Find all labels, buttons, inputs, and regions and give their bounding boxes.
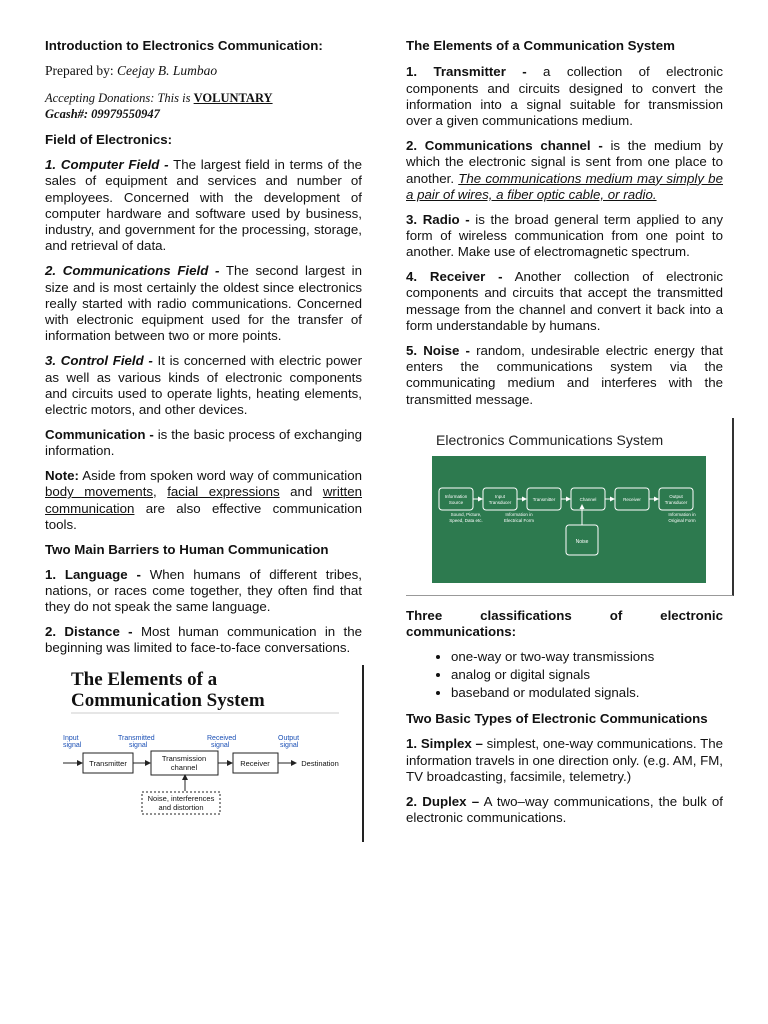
control-field-paragraph (45, 353, 362, 418)
list-item: • one-way or two-way transmissions (451, 649, 723, 665)
transmitter-label: Transmitter (89, 759, 127, 768)
noise-label: Noise, interferences (147, 794, 215, 803)
note-text: Aside from spoken word way of communication (78, 468, 362, 484)
classifications-list (406, 649, 723, 702)
electronics-system-figure (406, 418, 734, 596)
receiver-label: Receiver (240, 759, 270, 768)
system-block-label: Transducer (488, 499, 512, 505)
author-name: Ceejay B. Lumbao (116, 63, 218, 79)
channel-paragraph (406, 138, 723, 203)
destination-label: Destination (301, 759, 339, 768)
radio-term: 3. Radio - (406, 211, 470, 227)
note-written-communication: written communication (45, 484, 362, 516)
distance-paragraph (45, 624, 362, 657)
distance-text: Most human communication in the beginning was limited to face-to-face conversations. (45, 623, 362, 656)
note-paragraph (45, 468, 362, 533)
simplex-paragraph (406, 736, 723, 785)
channel-label: Transmission (161, 754, 207, 763)
electrical-note: Information in (505, 511, 533, 517)
receiver-term: 4. Receiver - (406, 269, 503, 285)
receiver-paragraph (406, 269, 723, 334)
system-block-label: Receiver (623, 496, 641, 502)
right-column (406, 38, 723, 835)
note-facial-expressions: facial expressions (167, 484, 280, 500)
simplex-term: 1. Simplex – (406, 736, 483, 752)
diagram-title-line2: Communication System (71, 690, 265, 711)
channel-term: 2. Communications channel - (406, 137, 603, 153)
input-signal-label: Input (63, 735, 79, 742)
system-block-label: Transmitter (532, 496, 556, 502)
transmitted-signal-label: signal (129, 742, 148, 749)
language-paragraph (45, 567, 362, 616)
elements-diagram (43, 665, 362, 842)
receiver-text: Another collection of electronic components and circuits that accept the transmitted message from the channel and convert it back into a form understandable by humans. (406, 269, 724, 333)
system-diagram-title: Electronics Communications System (436, 431, 664, 448)
prepared-by (45, 63, 362, 79)
electronics-system-diagram (406, 418, 732, 595)
transmitter-paragraph (406, 64, 723, 129)
noise-paragraph (406, 343, 723, 408)
transmitter-term: 1. Transmitter - (406, 64, 527, 80)
communication-paragraph (45, 427, 362, 460)
channel-medium-note: The communications medium may simply be a pair of wires, a fiber optic cable, or radio. (406, 170, 723, 202)
source-note: Sound, Picture, (450, 511, 482, 517)
types-heading: Two Basic Types of Electronic Communications (406, 711, 708, 727)
language-term: 1. Language - (45, 566, 141, 582)
radio-paragraph (406, 212, 723, 261)
language-text: When humans of different tribes, nations, or races come together, they often find that they do not speak the same language. (45, 566, 363, 615)
communication-text: is the basic process of exchanging information. (45, 426, 362, 459)
noise-text: random, undesirable electric energy that enters the communications system via the communicating medium and interferes with the transmitted message. (406, 342, 723, 407)
original-form-note: Information in (668, 511, 696, 517)
electrical-note: Electrical Form (503, 517, 535, 523)
left-column (45, 38, 362, 842)
prepared-label: Prepared by: (45, 63, 117, 79)
elements-heading: The Elements of a Communication System (406, 38, 675, 53)
note-text: and (279, 484, 323, 500)
received-signal-label: signal (211, 742, 230, 749)
diagram-title-line1: The Elements of a (71, 669, 218, 690)
system-block-label: Input (494, 493, 506, 499)
received-signal-label: Received (207, 735, 237, 742)
barriers-heading: Two Main Barriers to Human Communication (45, 541, 329, 557)
transmitter-text: a collection of electronic components and circuits designed to convert the information into a signal suitable for transmission over a given communications medium. (406, 64, 723, 129)
simplex-text: simplest, one-way communications. The information travels in one direction only. (e.g. AM, FM, TV broadcasting, facsimile, telemetry.) (406, 736, 723, 784)
system-block-label: Output (669, 493, 683, 499)
transmitted-signal-label: Transmitted (118, 735, 155, 742)
donation-note (45, 90, 362, 106)
duplex-paragraph (406, 794, 723, 827)
control-field-text: It is concerned with electric power as well as various kinds of electronic components and circuits used to operate lights, heating elements, electric motors, and other devices. (45, 353, 362, 418)
radio-text: is the broad general term applied to any form of wireless communication from one point to another. Make use of electromagnetic spectrum. (406, 211, 723, 260)
channel-text: is the medium by which the electronic signal is sent from one place to another. (406, 137, 723, 186)
duplex-text: A two–way communications, the bulk of electronic communications. (406, 793, 723, 825)
channel-label: channel (170, 763, 198, 772)
system-block-label: Transducer (664, 499, 688, 505)
field-heading: Field of Electronics: (45, 132, 173, 148)
computer-field-text: The largest field in terms of the sales of equipment and services and number of employees. Concerned with the development of computer hardware and software used by business, industry, and government for the processing, storage, and retrieval of data. (45, 156, 362, 254)
system-block-label: Source (448, 499, 464, 505)
system-block-label: Information (444, 493, 468, 499)
communications-field-term: 2. Communications Field - (45, 263, 220, 279)
classifications-heading: Three classifications of electronic communications: (406, 607, 723, 640)
gcash-number: Gcash#: 09979550947 (45, 106, 160, 121)
noise-term: 5. Noise - (406, 342, 470, 358)
input-signal-label: signal (63, 742, 82, 749)
system-block-label: Channel (579, 496, 597, 502)
note-text: , (153, 484, 168, 500)
duplex-term: 2. Duplex – (406, 793, 480, 809)
distance-term: 2. Distance - (45, 623, 133, 639)
donation-voluntary: VOLUNTARY (193, 90, 273, 105)
note-text: are also effective communication tools. (45, 500, 362, 532)
list-item: • analog or digital signals (451, 667, 723, 683)
output-signal-label: Output (278, 735, 300, 742)
control-field-term: 3. Control Field - (45, 353, 153, 369)
list-item: • baseband or modulated signals. (451, 685, 723, 701)
original-form-note: Original Form (668, 517, 696, 523)
noise-block-label: Noise (575, 538, 589, 545)
output-signal-label: signal (280, 742, 299, 749)
computer-field-term: 1. Computer Field - (45, 156, 169, 172)
communications-field-text: The second largest in size and is most certainly the oldest since electronics really started with radio communications. Concerned with electronic equipment used for the transfer of information between two or more points. (45, 263, 362, 344)
source-note: Speed, Data etc. (449, 517, 483, 523)
document-title: Introduction to Electronics Communication: (45, 38, 323, 53)
elements-diagram-figure (43, 665, 364, 842)
note-term: Note: (45, 468, 79, 484)
note-body-movements: body movements (45, 484, 154, 500)
communications-field-paragraph (45, 263, 362, 344)
donation-text: Accepting Donations: This is (45, 90, 194, 105)
communication-term: Communication - (45, 426, 154, 442)
noise-label: and distortion (158, 803, 204, 812)
computer-field-paragraph (45, 157, 362, 255)
